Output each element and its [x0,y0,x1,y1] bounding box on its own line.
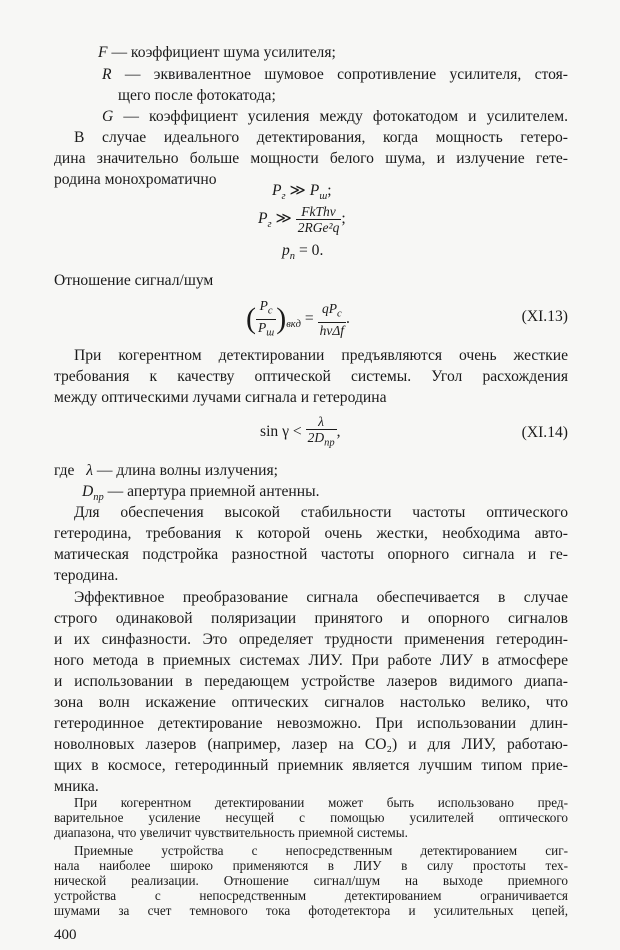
para4-line8: новолновых лазеров (например, лазер на CO₂) и для ЛИУ, работаю- [54,736,568,753]
para5-line2: варительное усиление несущей с помощью усилителей оптического [54,810,568,826]
para4-line9: щих в космосе, гетеродинный приемник является лучшим типом прие- [54,757,568,774]
fraction: $\frac{\text{FkThν}}{\text{2RGe²q}}$ [297,204,340,235]
para6-line5: шумами за счет темнового тока фотодетектора и усилительных цепей, [54,903,568,919]
inner-fraction: $\frac{P_c}{P_ш}$ [258,298,275,339]
definition-R: R — эквивалентное шумовое сопротивление усилителя, стоя- [102,66,568,83]
para6-line2: нала наиболее широко применяются в ЛИУ в силу простоты тех- [54,857,568,873]
para4-line3: и их синфазности. Это определяет трудности применения гетеродин- [54,631,568,648]
definition-F: F — коэффициент шума усилителя; [98,44,336,61]
para2-line2: требования к качеству оптической системы. Угол расхождения [54,368,568,385]
formula-pn-zero: $p_п = 0$. [282,242,324,263]
definition-R-continuation: щего после фотокатода; [118,87,276,104]
para3-line1: Для обеспечения высокой стабильности частоты оптического [74,504,568,521]
equation-number-xi-14: (XI.14) [521,424,568,441]
para4-line6: зона волн искажение оптических сигналов настолько велико, что [54,694,568,711]
where-lambda: где λ — длина волны излучения; [54,462,278,479]
para6-line3: нической реализации. Отношение сигнал/шум на выходе приемного [54,873,568,888]
para1-line3: родина монохроматично [54,171,217,188]
para4-line2: строго одинаковой поляризации принятого и опорного сигналов [54,610,568,627]
equation-number-xi-13: (XI.13) [521,308,568,325]
formula-pg-ratio: $P_г$ ≫ $\frac{\text{FkThν}}{\text{2RGe²q}}$ ; [258,204,346,235]
para3-line2: гетеродина, требования к которой очень жестки, необходима авто- [54,525,568,542]
para4-line1: Эффективное преобразование сигнала обеспечивается в случае [74,589,568,606]
para1-line2: дина значительно больше мощности белого шума, и излучение гете- [54,150,568,167]
snr-label: Отношение сигнал/шум [54,272,214,289]
para2-line1: При когерентном детектировании предъявляются очень жесткие [74,347,568,364]
para4-line4: ного метода в приемных системах ЛИУ. При работе ЛИУ в атмосфере [54,652,568,669]
para6-line1: Приемные устройства с непосредственным детектированием сиг- [74,842,568,858]
formula-xi-13: ( $\frac{P_c}{P_ш}$ )$_{вкд}$ = $\frac{qP_c}{\text{hνΔf}}$ . [246,298,350,339]
definition-G: G — коэффициент усиления между фотокатодом и усилителем. [102,108,568,125]
para1-line1: В случае идеального детектирования, когда мощность гетеро- [74,129,568,146]
para4-line5: и использовании в передающем устройстве лазеров видимого диапа- [54,673,568,690]
page-number: 400 [54,926,77,943]
para6-line4: устройства с непосредственным детектированием ограничивается [54,888,568,904]
para3-line4: теродина. [54,567,119,584]
formula-pg-gg-pnoise: $P_г$ ≫ $P_ш$; [272,182,332,203]
para2-line3: между оптическими лучами сигнала и гетеродина [54,389,387,406]
para3-line3: матическая подстройка разностной частоты опорного сигнала и ге- [54,546,568,563]
para5-line1: При когерентном детектировании может быть использовано пред- [74,795,568,810]
where-aperture: $D_{пр}$ — апертура приемной антенны. [82,483,320,504]
fraction: $\frac{\lambda}{2D_{пр}}$ [307,414,335,449]
formula-xi-14: sin γ < $\frac{\lambda}{2D_{пр}}$ , [260,414,341,449]
para4-line7: гетеродинное детектирование невозможно. При использовании длин- [54,715,568,732]
rhs-fraction: $\frac{qP_c}{\text{hνΔf}}$ [319,300,344,338]
para4-line10: мника. [54,778,99,795]
para5-line3: диапазона, что увеличит чувствительность приемной системы. [54,825,408,841]
